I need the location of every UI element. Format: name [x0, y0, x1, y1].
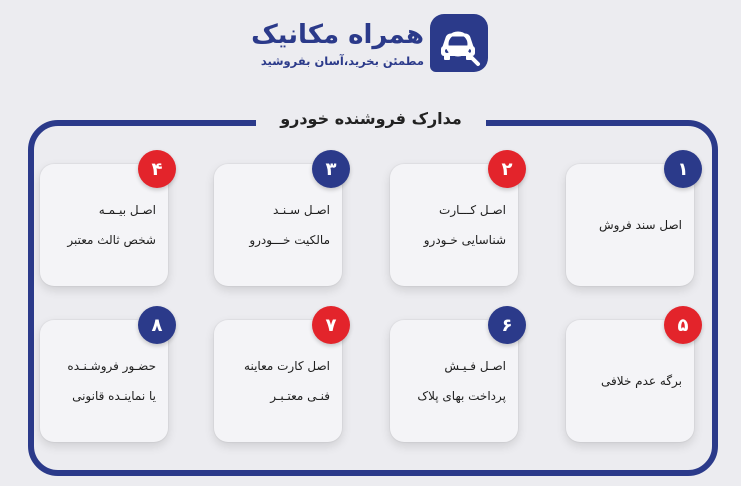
car-magnifier-icon: [430, 14, 488, 72]
document-card-text: [224, 164, 330, 286]
document-number-badge: ۷: [312, 306, 350, 344]
document-number-badge: ۵: [664, 306, 702, 344]
document-number-badge: ۴: [138, 150, 176, 188]
document-card-line: شناسایی خـودرو: [423, 233, 506, 247]
document-number-badge: ۲: [488, 150, 526, 188]
document-card-line: فنـی معتـبـر: [270, 389, 330, 403]
brand-tagline: مطمئن بخرید،آسان بفروشید: [260, 54, 424, 68]
document-card-line: یا نماینـده قانونی: [72, 389, 156, 403]
document-card-line: شخص ثالث معتبر: [67, 233, 156, 247]
document-card-line: اصـل سـنـد: [273, 203, 330, 217]
document-card-line: برگه عدم خلافی: [601, 374, 682, 388]
document-card-line: اصـل بیـمـه: [98, 203, 156, 217]
document-card-line: اصـل فـیـش: [444, 359, 506, 373]
document-card-line: مالکیت خـــودرو: [249, 233, 330, 247]
document-card-text: [50, 320, 156, 442]
document-card-line: اصل کارت معاینه: [244, 359, 330, 373]
document-card-text: [400, 164, 506, 286]
document-number-badge: ۳: [312, 150, 350, 188]
brand-name: همراه مکانیک: [251, 20, 424, 50]
document-number-badge: ۶: [488, 306, 526, 344]
document-number-badge: ۱: [664, 150, 702, 188]
brand-logo: [251, 14, 492, 80]
document-card-text: [400, 320, 506, 442]
document-card-line: حضـور فروشـنـده: [67, 359, 156, 373]
document-card-line: اصل سند فروش: [598, 218, 682, 232]
document-card-line: اصـل کـــارت: [439, 203, 506, 217]
document-card-line: پرداخت بهای پلاک: [417, 389, 506, 403]
document-card-text: [50, 164, 156, 286]
section-title: مدارک فروشنده خودرو: [256, 104, 486, 136]
document-card-text: [224, 320, 330, 442]
document-card-text: [576, 164, 682, 286]
document-card-text: [576, 320, 682, 442]
document-number-badge: ۸: [138, 306, 176, 344]
